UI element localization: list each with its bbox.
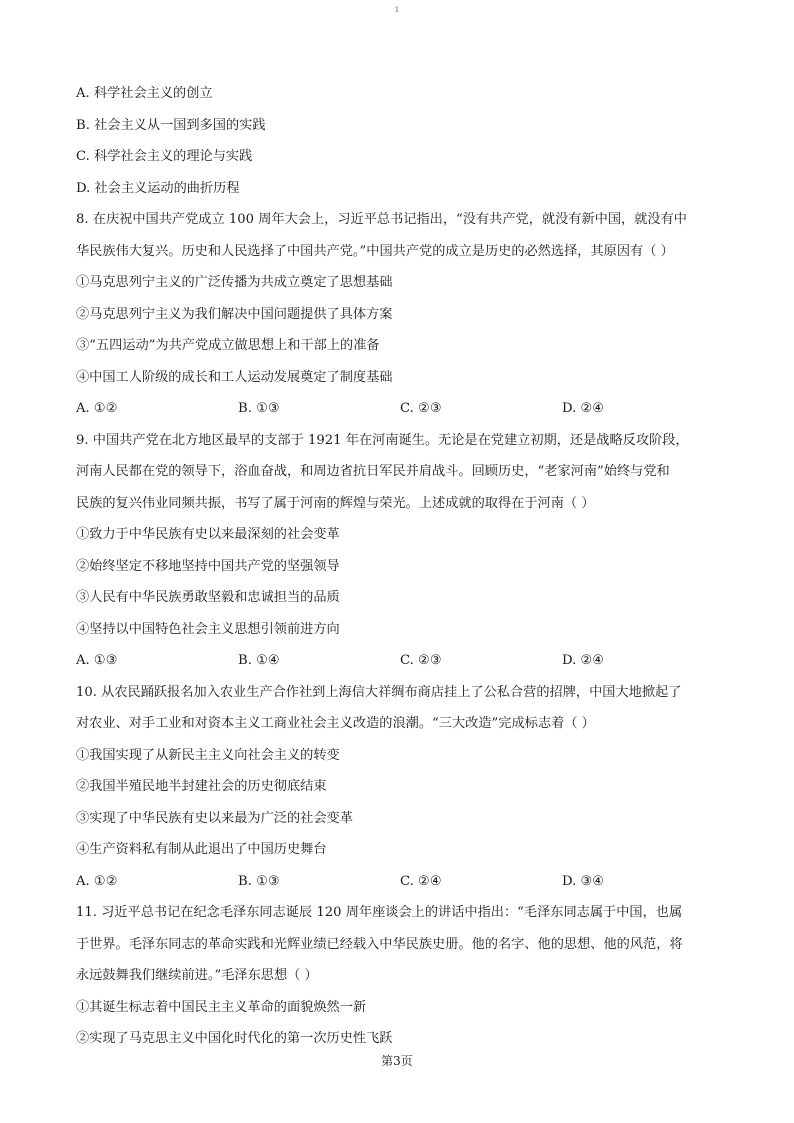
q9-options: [76, 645, 726, 677]
q10-item: ②我国半殖民地半封建社会的历史彻底结束: [76, 779, 327, 794]
q8-option-c: C. ②③: [400, 401, 442, 416]
q8-item: ④中国工人阶级的成长和工人运动发展奠定了制度基础: [76, 369, 393, 385]
q10-item: ①我国实现了从新民主主义向社会主义的转变: [76, 747, 340, 763]
q10-option-b: B. ①③: [238, 873, 280, 889]
q11-item: ②实现了马克思主义中国化时代化的第一次历史性飞跃: [76, 1031, 393, 1046]
q10-option-a: A. ①②: [76, 873, 118, 889]
q10-item: ④生产资料私有制从此退出了中国历史舞台: [76, 842, 327, 857]
q10-options: [76, 866, 726, 898]
q8-option-b: B. ①③: [238, 401, 280, 416]
q10-stem-line: 对农业、对手工业和对资本主义工商业社会主义改造的浪潮。“三大改造”完成标志着（ ）: [76, 716, 595, 731]
q9-option-d: D. ②④: [562, 653, 605, 668]
q8-stem-line: 8. 在庆祝中国共产党成立 100 周年大会上，习近平总书记指出，“没有共产党，就没有新中国，就没有中: [76, 212, 687, 227]
q11-item: ①其诞生标志着中国民主主义革命的面貌焕然一新: [76, 999, 367, 1015]
q11-stem-line: 11. 习近平总书记在纪念毛泽东同志诞辰 120 周年座谈会上的讲话中指出：“毛泽东同志属于中国，也属: [76, 905, 683, 920]
q7-option-a: A. 科学社会主义的创立: [76, 86, 213, 101]
q7-option-b: B. 社会主义从一国到多国的实践: [76, 117, 266, 133]
page-number: 第3页: [381, 1054, 413, 1068]
q9-option-c: C. ②③: [400, 653, 442, 668]
q7-option-d: D. 社会主义运动的曲折历程: [76, 180, 240, 196]
q9-option-b: B. ①④: [238, 653, 280, 668]
q10-option-c: C. ②④: [400, 873, 442, 889]
q10-stem-line: 10. 从农民踊跃报名加入农业生产合作社到上海信大祥绸布商店挂上了公私合营的招牌，中国大地掀起了: [76, 684, 682, 700]
q7-option-c: C. 科学社会主义的理论与实践: [76, 149, 253, 164]
page-content: [76, 78, 726, 1055]
q9-item: ④坚持以中国特色社会主义思想引领前进方向: [76, 621, 340, 637]
q8-stem-line: 华民族伟大复兴。历史和人民选择了中国共产党。”中国共产党的成立是历史的必然选择，其原因有（ ）: [76, 243, 674, 259]
q10-item: ③实现了中华民族有史以来最为广泛的社会变革: [76, 810, 353, 826]
q11-stem-line: 于世界。毛泽东同志的革命实践和光辉业绩已经载入中华民族史册。他的名字、他的思想、他的风范，将: [76, 936, 683, 952]
q9-item: ②始终坚定不移地坚持中国共产党的坚强领导: [76, 558, 340, 574]
q8-options: [76, 393, 726, 425]
q8-option-d: D. ②④: [562, 401, 605, 416]
q8-item: ②马克思列宁主义为我们解决中国问题提供了具体方案: [76, 306, 393, 322]
q9-stem-line: 9. 中国共产党在北方地区最早的支部于 1921 年在河南诞生。无论是在党建立初期，还是战略反攻阶段，: [76, 432, 689, 448]
q9-stem-line: 民族的复兴伟业同频共振，书写了属于河南的辉煌与荣光。上述成就的取得在于河南（ ）: [76, 495, 595, 511]
q9-item: ①致力于中华民族有史以来最深刻的社会变革: [76, 527, 340, 542]
q9-option-a: A. ①③: [76, 653, 118, 668]
q11-stem-line: 永远鼓舞我们继续前进。”毛泽东思想（ ）: [76, 968, 318, 983]
q9-stem-line: 河南人民都在党的领导下，浴血奋战，和周边省抗日军民并肩战斗。回顾历史，“老家河南”始终与党和: [76, 464, 670, 479]
q10-option-d: D. ③④: [562, 873, 605, 889]
q9-item: ③人民有中华民族勇敢坚毅和忠诚担当的品质: [76, 590, 340, 605]
q8-item: ③“五四运动”为共产党成立做思想上和干部上的准备: [76, 338, 380, 353]
q8-item: ①马克思列宁主义的广泛传播为共成立奠定了思想基础: [76, 275, 393, 290]
page-header-mark: 1: [394, 6, 400, 14]
q8-option-a: A. ①②: [76, 401, 118, 416]
